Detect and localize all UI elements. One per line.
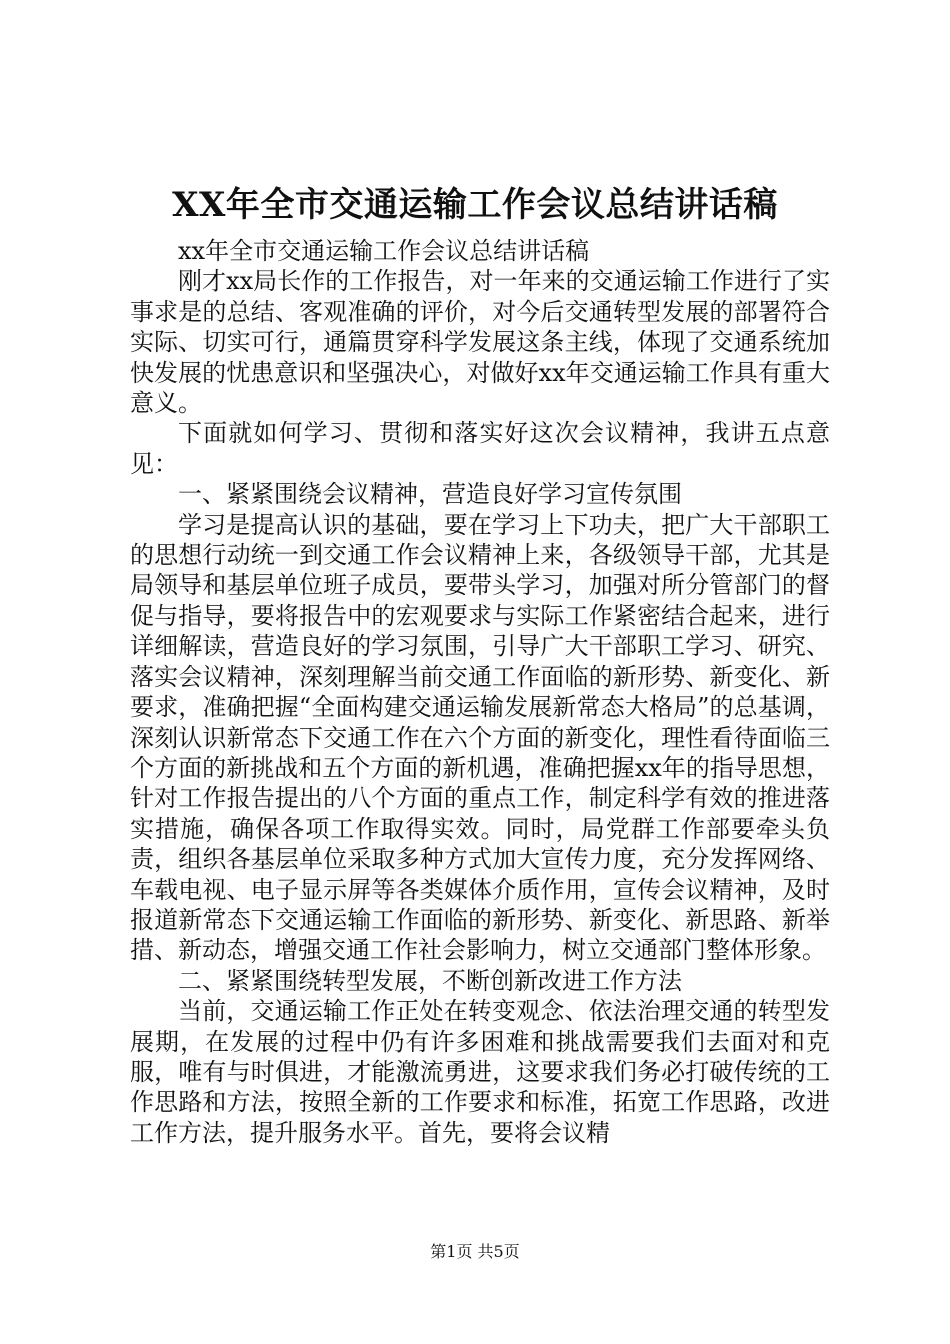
subtitle-paragraph: xx年全市交通运输工作会议总结讲话稿: [178, 237, 590, 265]
body-paragraph: 下面就如何学习、贯彻和落实好这次会议精神，我讲五点意见：: [130, 419, 830, 478]
body-paragraph: 当前，交通运输工作正处在转变观念、依法治理交通的转型发展期，在发展的过程中仍有许多困难和挑战需要我们去面对和克服，唯有与时俱进，才能激流勇进，这要求我们务必打破传统的工作思路和方法，按照全新的工作要求和标准，拓宽工作思路，改进工作方法，提升服务水平。首先，要将会议精: [130, 997, 830, 1147]
page-footer: 第1页 共5页: [430, 1242, 520, 1261]
page-title: XX年全市交通运输工作会议总结讲话稿: [172, 185, 778, 225]
section-heading: 二、紧紧围绕转型发展，不断创新改进工作方法: [178, 966, 682, 995]
body-paragraph: 刚才xx局长作的工作报告，对一年来的交通运输工作进行了实事求是的总结、客观准确的评价，对今后交通转型发展的部署符合实际、切实可行，通篇贯穿科学发展这条主线，体现了交通系统加快发展的忧患意识和坚强决心，对做好xx年交通运输工作具有重大意义。: [130, 267, 830, 418]
body-paragraph: 学习是提高认识的基础，要在学习上下功夫，把广大干部职工的思想行动统一到交通工作会议精神上来，各级领导干部，尤其是局领导和基层单位班子成员，要带头学习，加强对所分管部门的督促与指导，要将报告中的宏观要求与实际工作紧密结合起来，进行详细解读，营造良好的学习氛围，引导广大干部职工学习、研究、落实会议精神，深刻理解当前交通工作面临的新形势、新变化、新要求，准确把握“全面构建交通运输发展新常态大格局”的总基调，深刻认识新常态下交通工作在六个方面的新变化，理性看待面临三个方面的新挑战和五个方面的新机遇，准确把握xx年的指导思想，针对工作报告提出的八个方面的重点工作，制定科学有效的推进落实措施，确保各项工作取得实效。同时，局党群工作部要牵头负责，组织各基层单位采取多种方式加大宣传力度，充分发挥网络、车载电视、电子显示屏等各类媒体介质作用，宣传会议精神，及时报道新常态下交通运输工作面临的新形势、新变化、新思路、新举措、新动态，增强交通工作社会影响力，树立交通部门整体形象。: [130, 510, 830, 965]
document-body: [130, 236, 830, 1148]
section-heading: 一、紧紧围绕会议精神，营造良好学习宣传氛围: [178, 480, 682, 509]
